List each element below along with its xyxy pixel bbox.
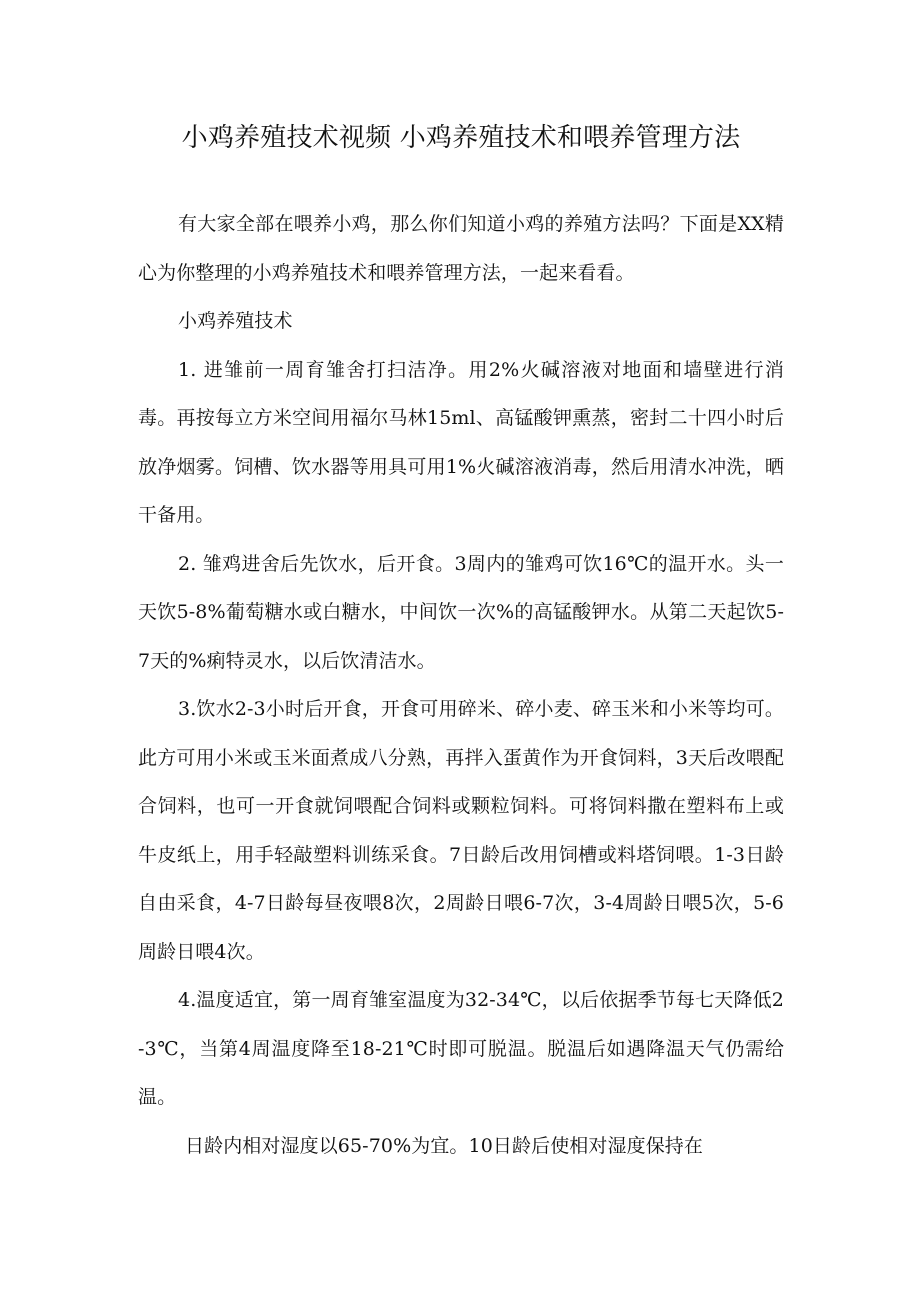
section-heading: 小鸡养殖技术 [178,310,293,332]
step-4-paragraph: 4.温度适宜，第一周育雏室温度为32-34℃，以后依据季节每七天降低2-3℃，当第4周温度降至18-21℃时即可脱温。脱温后如遇降温天气仍需给温。 [138,989,784,1108]
step-2-paragraph: 2. 雏鸡进舍后先饮水，后开食。3周内的雏鸡可饮16℃的温开水。头一天饮5-8%葡萄糖水或白糖水，中间饮一次%的高锰酸钾水。从第二天起饮5-7天的%痢特灵水，以后饮清洁水。 [138,552,784,672]
step-3-paragraph: 3.饮水2-3小时后开食，开食可用碎米、碎小麦、碎玉米和小米等均可。此方可用小米或玉米面煮成八分熟，再拌入蛋黄作为开食饲料，3天后改喂配合饲料，也可一开食就饲喂配合饲料或颗粒饲料。可将饲料撒在塑料布上或牛皮纸上，用手轻敲塑料训练采食。7日龄后改用饲槽或料塔饲喂。1-3日龄自由采食，4-7日龄每昼夜喂8次，2周龄日喂6-7次，3-4周龄日喂5次，5-6周龄日喂4次。 [138,698,784,963]
step-1-paragraph: 1. 进雏前一周育雏舍打扫洁净。用2%火碱溶液对地面和墙壁进行消毒。再按每立方米空间用福尔马林15ml、高锰酸钾熏蒸，密封二十四小时后放净烟雾。饲槽、饮水器等用具可用1%火碱溶液消毒，然后用清水冲洗，晒干备用。 [138,358,784,526]
humidity-paragraph: 日龄内相对湿度以65-70%为宜。10日龄后使相对湿度保持在 [185,1134,704,1157]
document-title: 小鸡养殖技术视频 小鸡养殖技术和喂养管理方法 [181,123,741,153]
intro-paragraph: 有大家全部在喂养小鸡，那么你们知道小鸡的养殖方法吗？下面是XX精心为你整理的小鸡养殖技术和喂养管理方法，一起来看看。 [138,213,784,284]
